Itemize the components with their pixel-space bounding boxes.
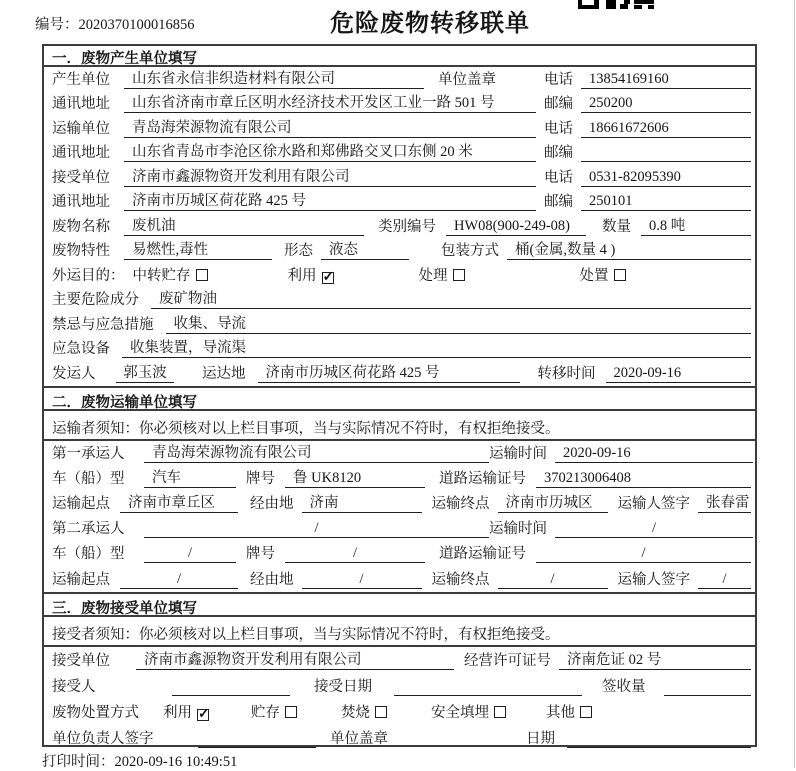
print-time-label: 打印时间：	[42, 754, 115, 770]
category-label: 类别编号	[378, 218, 436, 235]
purpose-option-utilize	[288, 264, 334, 285]
zip3-field: 250101	[581, 193, 751, 211]
qty-field: 0.8 吨	[641, 214, 751, 236]
checkbox-utilize: ✓	[322, 269, 335, 285]
permit1-label: 道路运输证号	[439, 470, 526, 487]
plate2-label: 牌号	[246, 546, 275, 563]
section2-notice: 运输者须知：你必须核对以上栏目事项，当与实际情况不符时，有权拒绝接受。	[44, 411, 755, 441]
option-label: 利用	[287, 267, 317, 284]
row-carrier2	[44, 516, 755, 541]
row-producer-address	[44, 92, 755, 117]
option-label: 焚烧	[341, 704, 370, 721]
row-accept-person	[44, 673, 755, 699]
accept-person-field	[172, 680, 290, 696]
option-label: 贮存	[251, 704, 280, 721]
carrier2-field: /	[144, 520, 489, 538]
row-equipment	[44, 337, 755, 362]
row-transporter	[44, 116, 755, 141]
via2-field: /	[302, 571, 422, 589]
plate1-label: 牌号	[246, 470, 275, 487]
waste-name-label: 废物名称	[52, 218, 110, 235]
row-accept-unit	[44, 647, 755, 673]
option-label: 中转贮存	[132, 267, 191, 284]
row-transporter-address	[44, 141, 755, 166]
responsible-sign-label: 单位负责人签字	[52, 730, 154, 747]
print-time-value: 2020-09-16 10:49:51	[114, 754, 238, 770]
character-label: 废物特性	[52, 243, 110, 259]
carrier1-label: 第一承运人	[52, 445, 125, 462]
consignor-label: 发运人	[52, 365, 96, 382]
row-responsible-sign	[44, 725, 755, 751]
transfer-form-table	[42, 44, 757, 747]
vehicle1-field: 汽车	[144, 466, 236, 488]
form-label: 形态	[284, 243, 313, 259]
disposal-option-other	[546, 701, 592, 722]
zip2-label: 邮编	[544, 145, 573, 161]
hazard-field: 废矿物油	[151, 287, 751, 309]
checkbox-disposal-incinerate	[375, 706, 387, 718]
packing-label: 包装方式	[441, 243, 499, 259]
form-field: 液态	[321, 238, 409, 260]
disposal-option-storage	[251, 701, 297, 722]
checkbox-disposal-utilize: ✓	[198, 706, 210, 722]
row-receiver-address	[44, 190, 755, 215]
option-label: 处置	[579, 267, 609, 284]
carrier2-label: 第二承运人	[52, 521, 125, 538]
packing-field: 桶(金属,数量 4 )	[507, 238, 751, 260]
permit2-label: 道路运输证号	[439, 546, 526, 563]
character-field: 易燃性,毒性	[124, 238, 272, 260]
option-label: 其他	[546, 704, 575, 721]
page-scan-edge	[794, 0, 795, 768]
purpose-label: 外运目的：	[52, 267, 125, 284]
zip3-label: 邮编	[544, 194, 573, 210]
disposal-option-utilize	[163, 701, 209, 722]
section1-header: 一．废物产生单位填写	[44, 46, 755, 67]
time2-field: /	[555, 520, 753, 538]
section3-notice: 接受者须知：你必须核对以上栏目事项，当与实际情况不符时，有权拒绝接受。	[44, 617, 755, 647]
end2-label: 运输终点	[431, 571, 490, 588]
checkbox-treat	[453, 269, 465, 281]
row-waste-name	[44, 214, 755, 239]
start1-label: 运输起点	[52, 496, 110, 513]
addr2-field: 山东省青岛市李沧区徐水路和郑佛路交叉口东侧 20 米	[124, 140, 536, 162]
unit-seal-label: 单位盖章	[438, 71, 496, 88]
responsible-sign-field	[198, 732, 316, 748]
accept-date-label: 接受日期	[314, 678, 372, 695]
row-disposal	[44, 699, 755, 725]
row-purpose	[44, 263, 755, 288]
date2-field	[567, 732, 751, 748]
addr3-field: 济南市历城区荷花路 425 号	[124, 189, 536, 211]
taboo-field: 收集、导流	[166, 312, 752, 334]
equipment-label: 应急设备	[52, 341, 110, 357]
row-hazard	[44, 288, 755, 313]
via1-field: 济南	[302, 491, 422, 513]
start2-field: /	[120, 571, 238, 589]
zip1-label: 邮编	[544, 96, 573, 112]
addr1-field: 山东省济南市章丘区明水经济技术开发区工业一路 501 号	[124, 91, 536, 113]
addr2-label: 通讯地址	[52, 145, 110, 161]
taboo-label: 禁忌与应急措施	[52, 316, 154, 333]
form-serial-number	[35, 13, 195, 34]
row-waste-character	[44, 239, 755, 264]
end1-field: 济南市历城区	[498, 491, 608, 513]
serial-label: 编号：	[35, 17, 79, 33]
sign1-field: 张春雷	[698, 491, 751, 513]
amount-label: 签收量	[602, 678, 646, 695]
date2-label: 日期	[526, 730, 555, 747]
phone2-label: 电话	[544, 120, 573, 137]
qr-code-fragment	[578, 0, 656, 9]
time1-field: 2020-09-16	[555, 445, 753, 463]
time2-label: 运输时间	[489, 521, 547, 538]
checkbox-dispose	[614, 269, 626, 281]
row-vehicle1	[44, 466, 755, 491]
accept-date-field	[394, 680, 582, 696]
row-route2	[44, 566, 755, 591]
serial-value: 2020370100016856	[78, 17, 195, 33]
start1-field: 济南市章丘区	[120, 491, 238, 513]
dest-label: 运达地	[202, 365, 246, 382]
phone3-field: 0531-82095390	[581, 169, 751, 187]
receiver-field: 济南市鑫源物资开发利用有限公司	[124, 165, 536, 187]
via1-label: 经由地	[250, 496, 294, 513]
checkbox-disposal-storage	[285, 706, 297, 718]
amount-field	[664, 680, 752, 696]
accept-unit-field: 济南市鑫源物资开发利用有限公司	[136, 648, 454, 670]
disposal-option-incinerate	[341, 701, 387, 722]
section2-header: 二．废物运输单位填写	[44, 386, 755, 411]
producer-field: 山东省永信非织造材料有限公司	[124, 67, 424, 89]
accept-unit-label: 接受单位	[52, 652, 110, 669]
phone1-field: 13854169160	[581, 71, 751, 89]
disposal-option-landfill	[431, 701, 506, 722]
plate2-field: /	[285, 545, 425, 563]
vehicle1-label: 车（船）型	[52, 470, 125, 487]
end1-label: 运输终点	[431, 496, 490, 513]
sign2-label: 运输人签字	[617, 571, 690, 588]
row-carrier1	[44, 441, 755, 466]
license-label: 经营许可证号	[464, 652, 551, 669]
hazard-label: 主要危险成分	[52, 292, 139, 308]
dest-field: 济南市历城区荷花路 425 号	[258, 361, 520, 383]
via2-label: 经由地	[250, 571, 294, 588]
permit1-field: 370213006408	[536, 470, 751, 488]
disposal-label: 废物处置方式	[52, 704, 139, 721]
transporter-field: 青岛海荣源物流有限公司	[124, 116, 536, 138]
zip2-field	[581, 146, 751, 162]
waste-name-field: 废机油	[124, 214, 364, 236]
vehicle2-label: 车（船）型	[52, 546, 125, 563]
row-taboo	[44, 312, 755, 337]
transfer-time-field: 2020-09-16	[606, 365, 752, 383]
option-label: 利用	[163, 704, 192, 721]
permit2-field: /	[536, 545, 751, 563]
option-label: 安全填埋	[431, 704, 489, 721]
addr1-label: 通讯地址	[52, 96, 110, 112]
category-field: HW08(900-249-08)	[446, 218, 586, 236]
row-producer	[44, 67, 755, 92]
time1-label: 运输时间	[489, 445, 547, 462]
phone1-label: 电话	[544, 71, 573, 88]
end2-field: /	[498, 571, 608, 589]
carrier1-field: 青岛海荣源物流有限公司	[144, 441, 489, 463]
phone2-field: 18661672606	[581, 120, 751, 138]
consignor-field: 郭玉波	[116, 361, 174, 383]
producer-label: 产生单位	[52, 71, 110, 88]
plate1-field: 鲁 UK8120	[285, 466, 425, 488]
sign2-field: /	[698, 571, 751, 589]
start2-label: 运输起点	[52, 571, 110, 588]
checkbox-disposal-other	[580, 706, 592, 718]
qty-label: 数量	[602, 218, 631, 235]
section3-header: 三．废物接受单位填写	[44, 592, 755, 617]
checkbox-transfer-storage	[196, 269, 208, 281]
option-label: 处理	[418, 267, 448, 284]
receiver-label: 接受单位	[52, 169, 110, 186]
row-receiver	[44, 165, 755, 190]
vehicle2-field: /	[144, 545, 236, 563]
purpose-option-treat	[419, 264, 465, 285]
page-title: 危险废物转移联单	[330, 11, 530, 37]
phone3-label: 电话	[544, 169, 573, 186]
addr3-label: 通讯地址	[52, 194, 110, 210]
equipment-field: 收集装置，导流渠	[122, 336, 751, 358]
purpose-option-transfer-storage	[133, 264, 208, 285]
row-route1	[44, 491, 755, 516]
checkbox-disposal-landfill	[494, 706, 506, 718]
sign1-label: 运输人签字	[617, 496, 690, 513]
transporter-label: 运输单位	[52, 120, 110, 137]
unit-seal2-label: 单位盖章	[330, 730, 388, 747]
zip1-field: 250200	[581, 95, 751, 113]
license-field: 济南危证 02 号	[559, 648, 751, 670]
purpose-option-dispose	[580, 264, 626, 285]
row-consignor	[44, 361, 755, 386]
accept-person-label: 接受人	[52, 678, 96, 695]
transfer-time-label: 转移时间	[537, 365, 596, 382]
row-vehicle2	[44, 541, 755, 566]
